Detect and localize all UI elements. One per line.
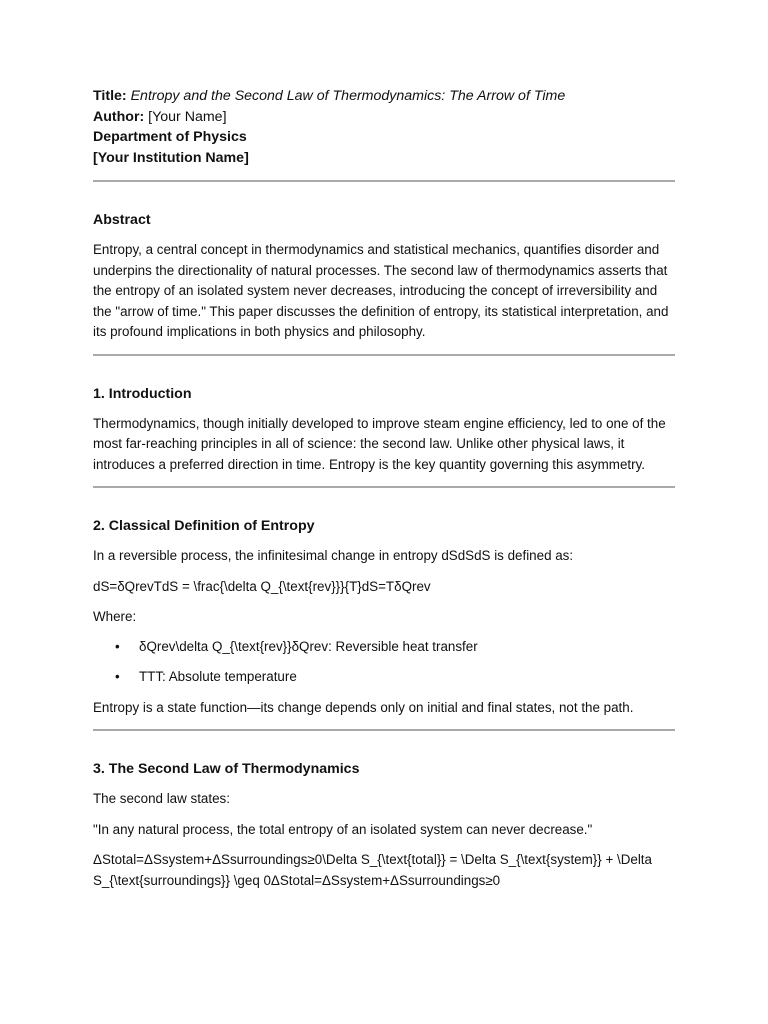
list-item-text: δQrev\delta Q_{\text{rev}}δQrev: Reversible heat transfer — [139, 638, 478, 654]
abstract-text: Entropy, a central concept in thermodynamics and statistical mechanics, quantifies disorder and underpins the directionality of natural processes. The second law of thermodynamics asserts that the entropy of an isolated system never decreases, introducing the concept of irreversibility and the "arrow of time." This paper discusses the definition of entropy, its statistical interpretation, and its profound implications in both physics and philosophy. — [93, 242, 669, 339]
title-line — [93, 86, 675, 107]
institution: [Your Institution Name] — [93, 149, 249, 166]
second-law-heading: 3. The Second Law of Thermodynamics — [93, 761, 360, 777]
divider — [93, 729, 675, 731]
paper-title: Entropy and the Second Law of Thermodynamics: The Arrow of Time — [130, 88, 566, 104]
bullet-icon: • — [115, 669, 120, 684]
second-law-intro: The second law states: — [93, 791, 230, 806]
entropy-formula: dS=δQrevTdS = \frac{\delta Q_{\text{rev}}}{T}dS=TδQrev — [93, 578, 431, 594]
definition-list — [93, 637, 675, 688]
divider — [93, 486, 675, 488]
classical-intro-text: In a reversible process, the infinitesimal change in entropy dSdSdS is defined as: — [93, 548, 574, 563]
author-label: Author: — [93, 108, 145, 125]
title-label: Title: — [93, 88, 127, 104]
bullet-icon: • — [115, 638, 120, 654]
intro-text: Thermodynamics, though initially developed to improve steam engine efficiency, led to one of the most far-reaching principles in all of science: the second law. Unlike other physical laws, it introduces a preferred direction in time. Entropy is the key quantity governing this asymmetry. — [93, 415, 666, 472]
author-line — [93, 107, 675, 128]
intro-heading: 1. Introduction — [93, 385, 192, 402]
document-content — [93, 86, 675, 891]
divider — [93, 180, 675, 182]
total-entropy-formula: ΔStotal=ΔSsystem+ΔSsurroundings≥0\Delta S_{\text{total}} = \Delta S_{\text{system}} + \Delta S_{\text{surroundings}} \geq 0ΔStotal=ΔSsystem+ΔSsurroundings≥0 — [93, 852, 652, 888]
list-item — [93, 667, 675, 688]
second-law-quote: "In any natural process, the total entropy of an isolated system can never decrease." — [93, 821, 593, 837]
classical-heading: 2. Classical Definition of Entropy — [93, 518, 315, 534]
abstract-heading: Abstract — [93, 212, 151, 228]
author-name: [Your Name] — [148, 108, 227, 125]
list-item-text: TTT: Absolute temperature — [139, 669, 297, 684]
divider — [93, 354, 675, 356]
list-item — [93, 637, 675, 658]
where-label: Where: — [93, 609, 137, 624]
department: Department of Physics — [93, 129, 247, 145]
state-function-text: Entropy is a state function—its change depends only on initial and final states, not the path. — [93, 699, 634, 715]
